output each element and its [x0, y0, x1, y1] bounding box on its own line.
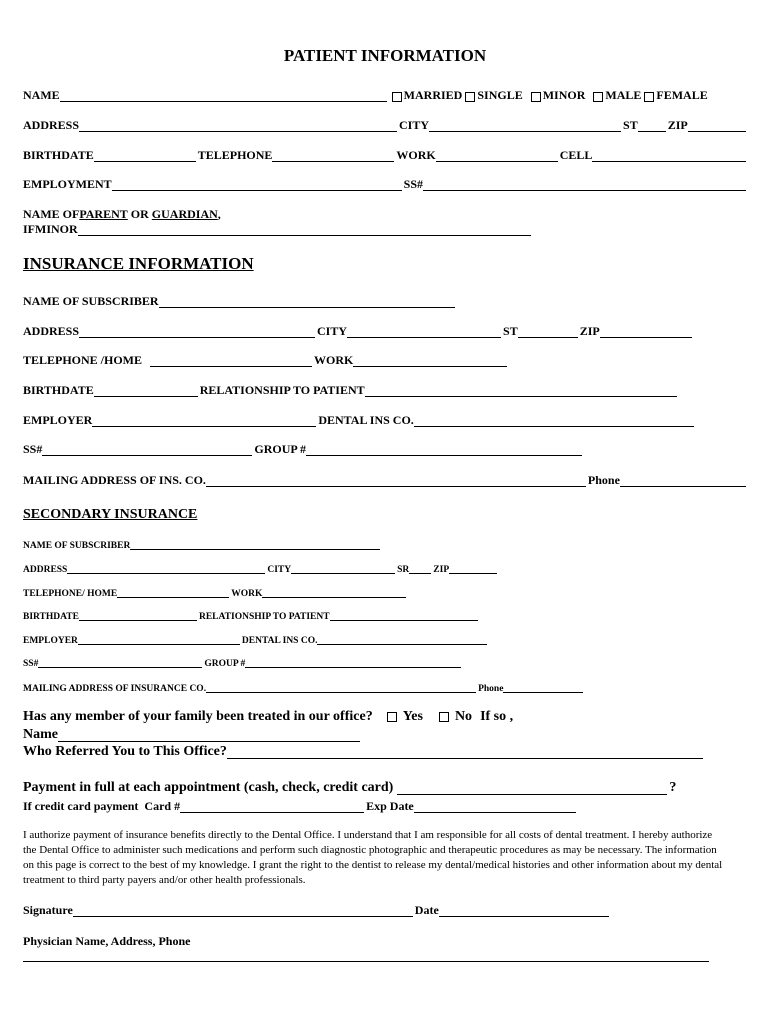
exp-date-field[interactable] [414, 801, 576, 813]
sec-subscriber-field[interactable] [130, 540, 380, 550]
ins-phone-field[interactable] [620, 475, 746, 487]
ins-zip-field[interactable] [600, 326, 692, 338]
credit-card-label: If credit card payment Card # [23, 799, 181, 813]
ins-work-label: WORK [314, 353, 354, 367]
ins-work-field[interactable] [353, 355, 507, 367]
ins-row-birthdate [23, 383, 748, 398]
male-label: MALE [605, 88, 642, 102]
sec-relationship-label: RELATIONSHIP TO PATIENT [198, 612, 330, 622]
parent-label: PARENT [79, 207, 128, 221]
sec-row-birthdate [23, 611, 748, 622]
telephone-field[interactable] [272, 150, 394, 162]
if-minor-label: IFMINOR [23, 222, 78, 236]
sec-work-label: WORK [231, 589, 263, 599]
no-checkbox[interactable] [439, 712, 449, 722]
no-label: No [454, 709, 473, 724]
sec-telephone-field[interactable] [117, 588, 229, 598]
sec-phone-label: Phone [478, 684, 504, 694]
row-family-name [23, 727, 362, 743]
row-credit-card [23, 799, 578, 814]
parent-guardian-field[interactable] [78, 224, 531, 236]
secondary-heading: SECONDARY INSURANCE [23, 507, 198, 522]
ins-row-mailing [23, 473, 748, 488]
married-label: MARRIED [403, 88, 463, 102]
sec-row-mailing [23, 683, 748, 694]
address-field[interactable] [79, 120, 397, 132]
ins-row-telephone [23, 353, 748, 368]
page-title: PATIENT INFORMATION [283, 46, 487, 65]
sec-birthdate-field[interactable] [79, 611, 197, 621]
female-checkbox[interactable] [644, 92, 654, 102]
signature-field[interactable] [73, 905, 413, 917]
female-label: FEMALE [656, 88, 708, 102]
yes-label: Yes [402, 709, 423, 724]
ins-row-ss [23, 442, 748, 457]
zip-field[interactable] [688, 120, 746, 132]
city-label: CITY [399, 118, 430, 132]
ins-st-label: ST [503, 324, 518, 338]
sec-employer-label: EMPLOYER [23, 636, 78, 646]
male-checkbox[interactable] [593, 92, 603, 102]
telephone-label: TELEPHONE [197, 148, 273, 162]
row-if-minor [23, 222, 748, 237]
ins-relationship-label: RELATIONSHIP TO PATIENT [199, 383, 365, 397]
date-field[interactable] [439, 905, 609, 917]
name-label: NAME [23, 88, 60, 102]
guardian-label: GUARDIAN [151, 207, 218, 221]
ins-dental-field[interactable] [414, 415, 694, 427]
address-label: ADDRESS [23, 118, 80, 132]
ins-telephone-field[interactable] [150, 355, 312, 367]
insurance-heading: INSURANCE INFORMATION [23, 254, 254, 273]
sec-dental-label: DENTAL INS CO. [241, 636, 318, 646]
sec-address-field[interactable] [67, 564, 265, 574]
ins-telephone-label: TELEPHONE /HOME [23, 353, 143, 367]
or-label: OR [127, 207, 152, 221]
ins-st-field[interactable] [518, 326, 578, 338]
row-employment [23, 177, 748, 192]
authorization-paragraph: I authorize payment of insurance benefits directly to the Dental Office. I understand that I am responsible for all costs of dental treatment. I hereby authorize the Dental Office to administer such medications and perform such diagnostic photographic and therapeutic procedures as may be necessary. The information on this page is correct to the best of my knowledge. I grant the right to the dentist to release my dental/medical histories and other information about my dental treatment to third party payers and/or other health professionals. [23, 829, 723, 886]
work-field[interactable] [436, 150, 558, 162]
sec-sr-label: SR [397, 565, 410, 575]
zip-label: ZIP [667, 118, 688, 132]
ins-employer-label: EMPLOYER [23, 413, 93, 427]
ins-phone-label: Phone [587, 473, 620, 487]
single-label: SINGLE [477, 88, 523, 102]
parent-prefix-label: NAME OF [23, 207, 80, 221]
sec-ss-label: SS# [23, 659, 39, 669]
ins-city-label: CITY [317, 324, 348, 338]
sec-mailing-field[interactable] [206, 683, 476, 693]
sec-group-label: GROUP # [204, 659, 246, 669]
ins-birthdate-label: BIRTHDATE [23, 383, 94, 397]
ins-row-subscriber [23, 294, 748, 309]
ins-row-address [23, 324, 748, 339]
cell-field[interactable] [592, 150, 746, 162]
city-field[interactable] [429, 120, 621, 132]
payment-question-mark: ? [669, 780, 677, 795]
sec-work-field[interactable] [262, 588, 406, 598]
sec-city-field[interactable] [291, 564, 395, 574]
referred-field[interactable] [227, 744, 703, 759]
family-treated-question: Has any member of your family been treated in our office? [23, 709, 373, 724]
ins-row-employer [23, 413, 748, 428]
parent-suffix-label: , [217, 207, 221, 221]
sec-dental-field[interactable] [317, 635, 487, 645]
sec-row-address [23, 564, 748, 575]
work-label: WORK [396, 148, 436, 162]
sec-mailing-label: MAILING ADDRESS OF INSURANCE CO. [23, 684, 207, 694]
ins-mailing-field[interactable] [206, 475, 586, 487]
sec-employer-field[interactable] [78, 635, 240, 645]
ins-employer-field[interactable] [92, 415, 316, 427]
birthdate-field[interactable] [94, 150, 196, 162]
ins-city-field[interactable] [347, 326, 501, 338]
ins-relationship-field[interactable] [365, 385, 677, 397]
single-checkbox[interactable] [465, 92, 475, 102]
cell-label: CELL [559, 148, 593, 162]
row-parent-guardian [23, 207, 748, 222]
sec-row-employer [23, 635, 748, 646]
minor-checkbox[interactable] [531, 92, 541, 102]
sec-sr-field[interactable] [409, 564, 431, 574]
physician-field[interactable] [23, 961, 709, 962]
sec-relationship-field[interactable] [330, 611, 478, 621]
employment-field[interactable] [112, 179, 402, 191]
sec-row-telephone [23, 588, 748, 599]
ins-subscriber-field[interactable] [159, 296, 455, 308]
sec-row-subscriber [23, 540, 748, 551]
row-name-status [23, 88, 748, 103]
card-number-field[interactable] [180, 801, 364, 813]
row-address [23, 118, 748, 133]
family-name-label: Name [23, 727, 58, 742]
payment-field[interactable] [397, 780, 667, 795]
ins-ss-field[interactable] [42, 444, 252, 456]
ins-group-label: GROUP # [254, 442, 307, 456]
st-label: ST [623, 118, 638, 132]
row-physician [23, 934, 190, 949]
row-birthdate [23, 148, 748, 163]
ins-mailing-label: MAILING ADDRESS OF INS. CO. [23, 473, 206, 487]
ins-ss-label: SS# [23, 442, 43, 456]
ss-field[interactable] [423, 179, 746, 191]
ins-zip-label: ZIP [579, 324, 600, 338]
name-field[interactable] [60, 90, 387, 102]
family-name-field[interactable] [58, 727, 360, 742]
row-payment [23, 780, 676, 796]
sec-row-ss [23, 658, 748, 669]
sec-telephone-label: TELEPHONE/ HOME [23, 589, 118, 599]
row-signature [23, 903, 611, 918]
married-checkbox[interactable] [392, 92, 402, 102]
ins-address-field[interactable] [79, 326, 315, 338]
date-label: Date [414, 903, 439, 917]
ins-birthdate-field[interactable] [94, 385, 198, 397]
sec-address-label: ADDRESS [23, 565, 68, 575]
sec-zip-label: ZIP [433, 565, 450, 575]
if-so-label: If so , [480, 709, 514, 724]
sec-city-label: CITY [267, 565, 292, 575]
minor-label: MINOR [542, 88, 586, 102]
birthdate-label: BIRTHDATE [23, 148, 94, 162]
exp-date-label: Exp Date [366, 799, 414, 813]
ins-dental-label: DENTAL INS CO. [318, 413, 414, 427]
st-field[interactable] [638, 120, 666, 132]
ins-group-field[interactable] [306, 444, 582, 456]
sec-zip-field[interactable] [449, 564, 497, 574]
employment-label: EMPLOYMENT [23, 177, 112, 191]
sec-phone-field[interactable] [503, 683, 583, 693]
row-referred [23, 744, 705, 760]
ins-address-label: ADDRESS [23, 324, 80, 338]
ss-label: SS# [403, 177, 424, 191]
physician-label: Physician Name, Address, Phone [23, 934, 191, 948]
sec-group-field[interactable] [245, 658, 461, 668]
sec-birthdate-label: BIRTHDATE [23, 612, 79, 622]
ins-subscriber-label: NAME OF SUBSCRIBER [23, 294, 159, 308]
row-family-treated [23, 709, 513, 725]
signature-label: Signature [23, 903, 73, 917]
yes-checkbox[interactable] [387, 712, 397, 722]
sec-subscriber-label: NAME OF SUBSCRIBER [23, 541, 131, 551]
payment-label: Payment in full at each appointment (cash, check, credit card) [23, 780, 394, 795]
sec-ss-field[interactable] [38, 658, 202, 668]
referred-label: Who Referred You to This Office? [23, 744, 227, 759]
